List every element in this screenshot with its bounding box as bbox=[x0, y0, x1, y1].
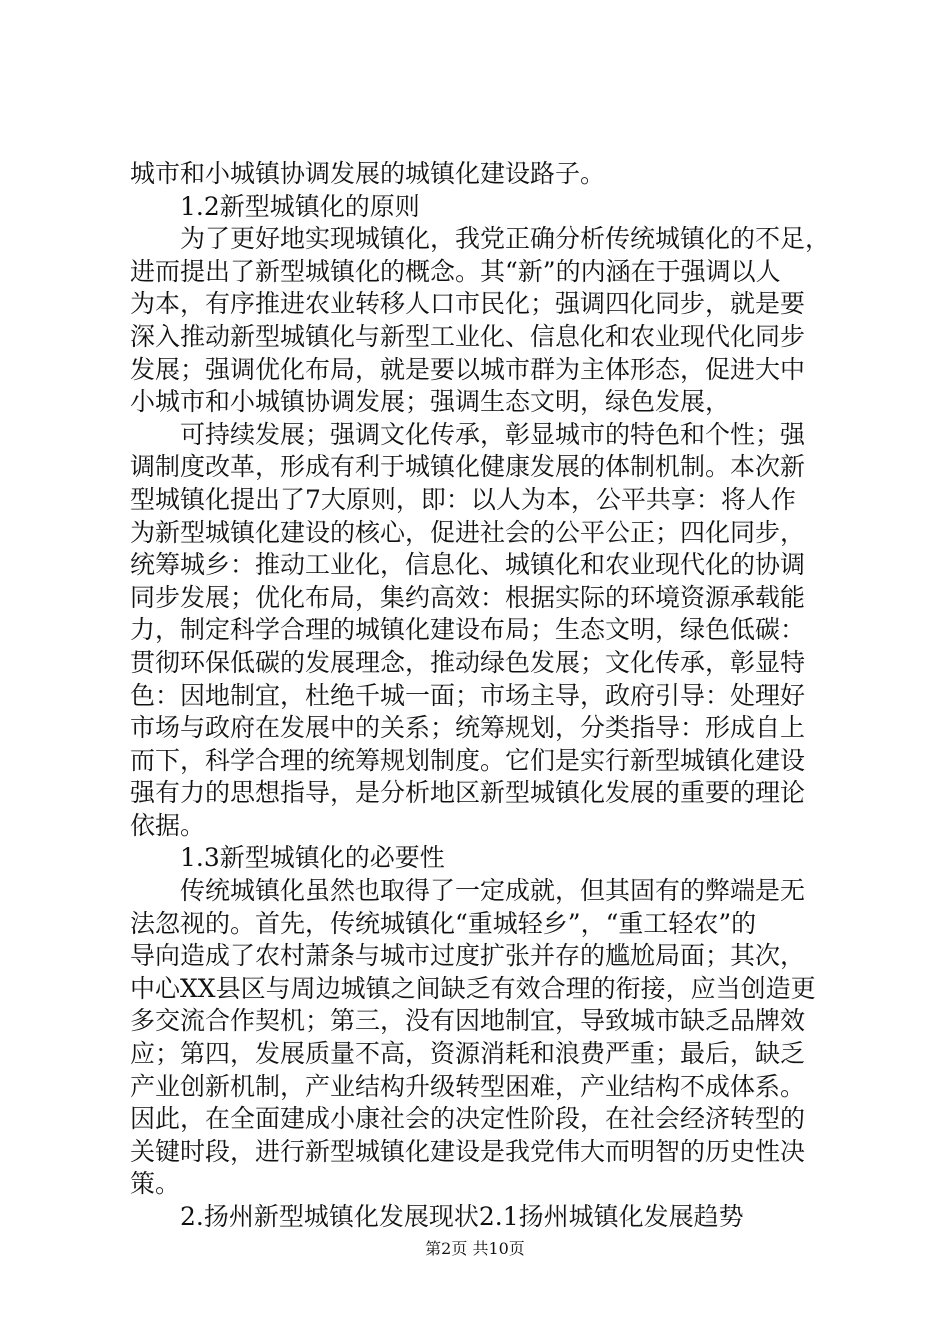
text-line: 可持续发展；强调文化传承，彰显城市的特色和个性；强 bbox=[180, 419, 806, 449]
text-line: 型城镇化提出了7大原则，即：以人为本，公平共享：将人作 bbox=[130, 484, 796, 514]
text-line: 为了更好地实现城镇化，我党正确分析传统城镇化的不足， bbox=[180, 224, 831, 254]
text-line: 深入推动新型城镇化与新型工业化、信息化和农业现代化同步 bbox=[130, 321, 806, 351]
text-line: 力，制定科学合理的城镇化建设布局；生态文明，绿色低碳： bbox=[130, 615, 806, 645]
text-line: 为本，有序推进农业转移人口市民化；强调四化同步，就是要 bbox=[130, 289, 806, 319]
text-line: 统筹城乡：推动工业化，信息化、城镇化和农业现代化的协调 bbox=[130, 550, 806, 580]
text-line: 导向造成了农村萧条与城市过度扩张并存的尴尬局面；其次， bbox=[130, 941, 806, 971]
section-heading: 1.3新型城镇化的必要性 bbox=[180, 843, 445, 873]
text-line: 而下，科学合理的统筹规划制度。它们是实行新型城镇化建设 bbox=[130, 745, 806, 775]
text-line: 进而提出了新型城镇化的概念。其“新”的内涵在于强调以人 bbox=[130, 256, 781, 286]
text-line: 传统城镇化虽然也取得了一定成就，但其固有的弊端是无 bbox=[180, 876, 806, 906]
text-line: 为新型城镇化建设的核心，促进社会的公平公正；四化同步， bbox=[130, 517, 806, 547]
section-heading: 2.扬州新型城镇化发展现状2.1扬州城镇化发展趋势 bbox=[180, 1202, 744, 1231]
text-line: 色：因地制宜，杜绝千城一面；市场主导，政府引导：处理好 bbox=[130, 680, 806, 710]
page-number-footer: 第2页 共10页 bbox=[425, 1239, 525, 1258]
text-line: 同步发展；优化布局，集约高效：根据实际的环境资源承载能 bbox=[130, 582, 806, 612]
text-line: 法忽视的。首先，传统城镇化“重城轻乡”，“重工轻农”的 bbox=[130, 908, 757, 938]
text-line: 关键时段，进行新型城镇化建设是我党伟大而明智的历史性决 bbox=[130, 1136, 806, 1166]
text-line: 发展；强调优化布局，就是要以城市群为主体形态，促进大中 bbox=[130, 354, 806, 384]
text-line: 产业创新机制，产业结构升级转型困难，产业结构不成体系。 bbox=[130, 1071, 806, 1101]
document-body bbox=[130, 158, 830, 1234]
text-line: 贯彻环保低碳的发展理念，推动绿色发展；文化传承，彰显特 bbox=[130, 647, 806, 677]
text-line: 多交流合作契机；第三，没有因地制宜，导致城市缺乏品牌效 bbox=[130, 1006, 806, 1036]
text-line: 应；第四，发展质量不高，资源消耗和浪费严重；最后，缺乏 bbox=[130, 1039, 806, 1069]
text-line: 因此，在全面建成小康社会的决定性阶段，在社会经济转型的 bbox=[130, 1104, 806, 1134]
text-line: 策。 bbox=[130, 1169, 181, 1199]
text-line: 小城市和小城镇协调发展；强调生态文明，绿色发展， bbox=[130, 387, 731, 417]
text-line: 市场与政府在发展中的关系；统筹规划，分类指导：形成自上 bbox=[130, 713, 806, 743]
text-line: 调制度改革，形成有利于城镇化健康发展的体制机制。本次新 bbox=[130, 452, 806, 482]
text-line: 强有力的思想指导，是分析地区新型城镇化发展的重要的理论 bbox=[130, 778, 806, 808]
section-heading: 1.2新型城镇化的原则 bbox=[180, 191, 420, 221]
text-line: 中心XX县区与周边城镇之间缺乏有效合理的衔接，应当创造更 bbox=[130, 973, 816, 1003]
text-line: 依据。 bbox=[130, 810, 206, 840]
text-line: 城市和小城镇协调发展的城镇化建设路子。 bbox=[130, 159, 606, 188]
